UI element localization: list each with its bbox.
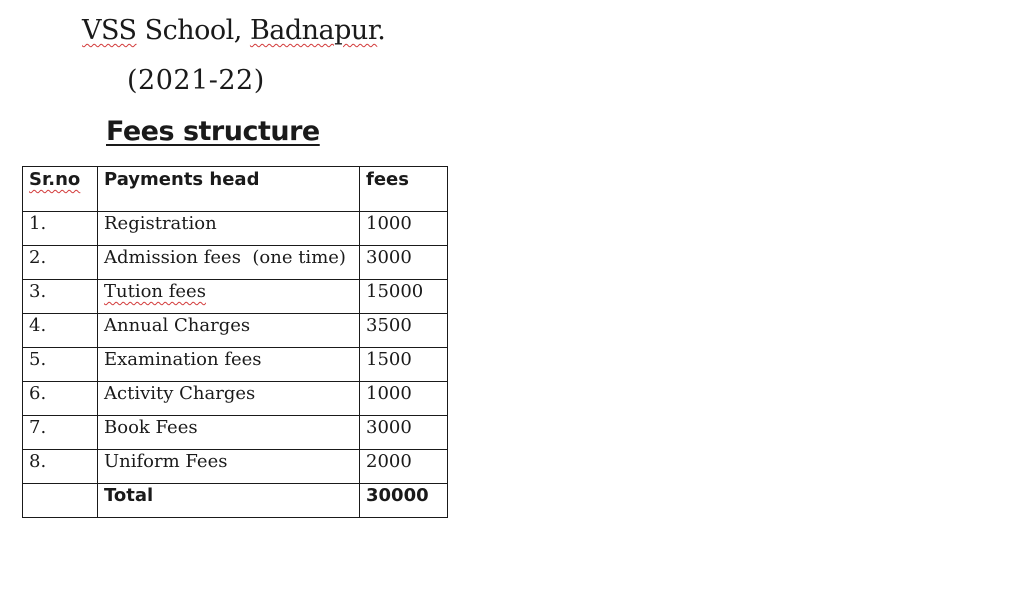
column-header-payments-head: Payments head <box>98 167 360 212</box>
total-fees: 30000 <box>360 484 448 518</box>
row-sr: 6. <box>23 382 98 416</box>
row-sr: 2. <box>23 246 98 280</box>
row-fees: 3500 <box>360 314 448 348</box>
row-head: Uniform Fees <box>98 450 360 484</box>
total-sr <box>23 484 98 518</box>
row-head: Admission fees (one time) <box>98 246 360 280</box>
table-row <box>23 280 448 314</box>
total-row <box>23 484 448 518</box>
school-name-part2: School, <box>136 15 250 46</box>
row-fees: 3000 <box>360 246 448 280</box>
row-sr: 4. <box>23 314 98 348</box>
total-label: Total <box>98 484 360 518</box>
row-sr: 8. <box>23 450 98 484</box>
row-head: Book Fees <box>98 416 360 450</box>
page-title: Fees structure <box>106 116 320 147</box>
table-row <box>23 314 448 348</box>
table-row <box>23 348 448 382</box>
fees-table <box>22 166 448 518</box>
school-name-part3: Badnapur <box>249 15 378 46</box>
row-sr: 5. <box>23 348 98 382</box>
academic-year: (2021-22) <box>127 65 265 96</box>
table-row <box>23 382 448 416</box>
table-row <box>23 450 448 484</box>
row-fees: 15000 <box>360 280 448 314</box>
table-header-row <box>23 167 448 212</box>
table-row <box>23 212 448 246</box>
row-head: Annual Charges <box>98 314 360 348</box>
row-fees: 3000 <box>360 416 448 450</box>
school-name-part1: VSS <box>82 15 137 46</box>
table-row <box>23 246 448 280</box>
row-head <box>98 280 360 314</box>
row-fees: 1000 <box>360 212 448 246</box>
column-header-sr-label: Sr.no <box>29 169 81 190</box>
school-name <box>82 14 385 48</box>
school-name-part4: . <box>377 15 386 46</box>
row-fees: 1000 <box>360 382 448 416</box>
row-sr: 3. <box>23 280 98 314</box>
row-sr: 7. <box>23 416 98 450</box>
row-head-text: Tution fees <box>104 281 206 302</box>
row-fees: 1500 <box>360 348 448 382</box>
table-row <box>23 416 448 450</box>
row-head: Activity Charges <box>98 382 360 416</box>
column-header-sr <box>23 167 98 212</box>
column-header-fees: fees <box>360 167 448 212</box>
row-head: Registration <box>98 212 360 246</box>
row-fees: 2000 <box>360 450 448 484</box>
row-sr: 1. <box>23 212 98 246</box>
row-head: Examination fees <box>98 348 360 382</box>
